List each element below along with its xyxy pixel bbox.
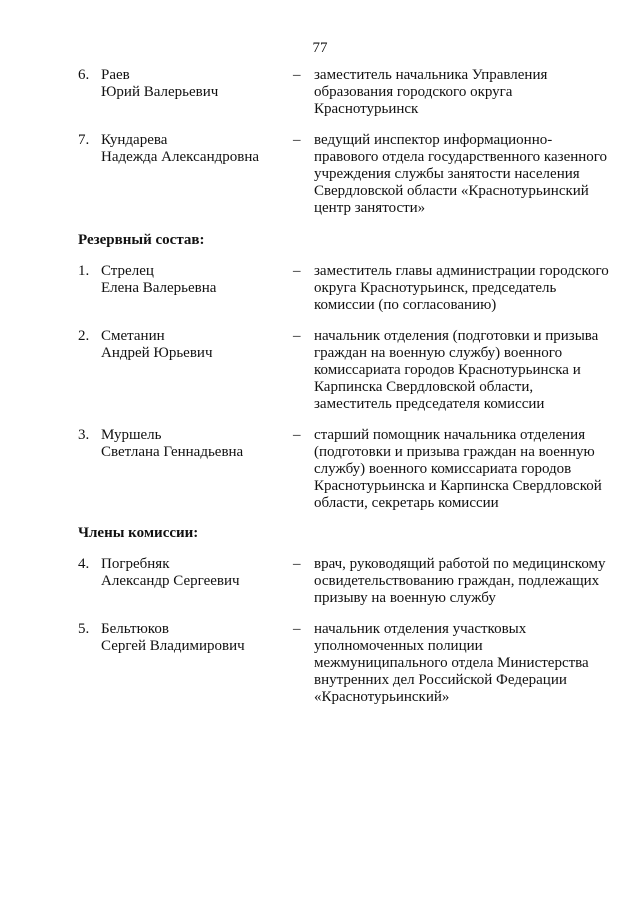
given-names: Сергей Владимирович: [101, 638, 245, 654]
dash-separator: –: [293, 427, 301, 443]
description-line: заместитель главы администрации городского: [314, 263, 609, 279]
description-line: начальник отделения (подготовки и призыва: [314, 328, 599, 344]
description-line: Краснотурьинска и Карпинска Свердловской: [314, 478, 602, 494]
item-number: 6.: [78, 67, 90, 83]
description-line: комиссариата городов Краснотурьинска и: [314, 362, 581, 378]
item-number: 1.: [78, 263, 90, 279]
description-line: округа Краснотурьинск, председатель: [314, 280, 557, 296]
position-description: [314, 556, 620, 607]
description-line: внутренних дел Российской Федерации: [314, 672, 567, 688]
description-line: старший помощник начальника отделения: [314, 427, 586, 443]
item-number: 2.: [78, 328, 90, 344]
given-names: Андрей Юрьевич: [101, 345, 213, 361]
dash-separator: –: [293, 132, 301, 148]
description-line: учреждения службы занятости населения: [314, 166, 580, 182]
description-line: ведущий инспектор информационно-: [314, 132, 553, 148]
item-number: 5.: [78, 621, 90, 637]
person-name: [101, 427, 286, 461]
description-line: (подготовки и призыва граждан на военную: [314, 444, 595, 460]
surname: Кундарева: [101, 132, 168, 148]
description-line: образования городского округа: [314, 84, 513, 100]
surname: Сметанин: [101, 328, 165, 344]
item-number: 7.: [78, 132, 90, 148]
section-heading-members: Члены комиссии:: [78, 525, 199, 541]
dash-separator: –: [293, 621, 301, 637]
position-description: [314, 328, 620, 413]
description-line: межмуниципального отдела Министерства: [314, 655, 589, 671]
dash-separator: –: [293, 556, 301, 572]
page-number: 77: [312, 40, 328, 56]
person-name: [101, 556, 286, 590]
person-name: [101, 132, 286, 166]
item-number: 4.: [78, 556, 90, 572]
position-description: [314, 621, 620, 706]
surname: Бельтюков: [101, 621, 169, 637]
description-line: призыву на военную службу: [314, 590, 496, 606]
surname: Погребняк: [101, 556, 170, 572]
dash-separator: –: [293, 328, 301, 344]
description-line: правового отдела государственного казенного: [314, 149, 608, 165]
description-line: области, секретарь комиссии: [314, 495, 499, 511]
section-heading-reserve: Резервный состав:: [78, 232, 205, 248]
description-line: уполномоченных полиции: [314, 638, 483, 654]
description-line: центр занятости»: [314, 200, 426, 216]
surname: Раев: [101, 67, 130, 83]
description-line: врач, руководящий работой по медицинскому: [314, 556, 606, 572]
dash-separator: –: [293, 263, 301, 279]
surname: Стрелец: [101, 263, 154, 279]
description-line: Свердловской области «Краснотурьинский: [314, 183, 589, 199]
description-line: службу) военного комиссариата городов: [314, 461, 572, 477]
description-line: граждан на военную службу) военного: [314, 345, 563, 361]
description-line: освидетельствованию граждан, подлежащих: [314, 573, 600, 589]
description-line: «Краснотурьинский»: [314, 689, 450, 705]
surname: Муршель: [101, 427, 162, 443]
description-line: Краснотурьинск: [314, 101, 419, 117]
given-names: Надежда Александровна: [101, 149, 259, 165]
description-line: Карпинска Свердловской области,: [314, 379, 534, 395]
position-description: [314, 427, 620, 512]
person-name: [101, 621, 286, 655]
given-names: Александр Сергеевич: [101, 573, 240, 589]
description-line: начальник отделения участковых: [314, 621, 527, 637]
position-description: [314, 67, 620, 118]
given-names: Светлана Геннадьевна: [101, 444, 244, 460]
item-number: 3.: [78, 427, 90, 443]
description-line: комиссии (по согласованию): [314, 297, 497, 313]
description-line: заместитель председателя комиссии: [314, 396, 545, 412]
position-description: [314, 132, 620, 217]
person-name: [101, 67, 286, 101]
given-names: Юрий Валерьевич: [101, 84, 219, 100]
person-name: [101, 328, 286, 362]
dash-separator: –: [293, 67, 301, 83]
position-description: [314, 263, 620, 314]
given-names: Елена Валерьевна: [101, 280, 217, 296]
person-name: [101, 263, 286, 297]
description-line: заместитель начальника Управления: [314, 67, 548, 83]
